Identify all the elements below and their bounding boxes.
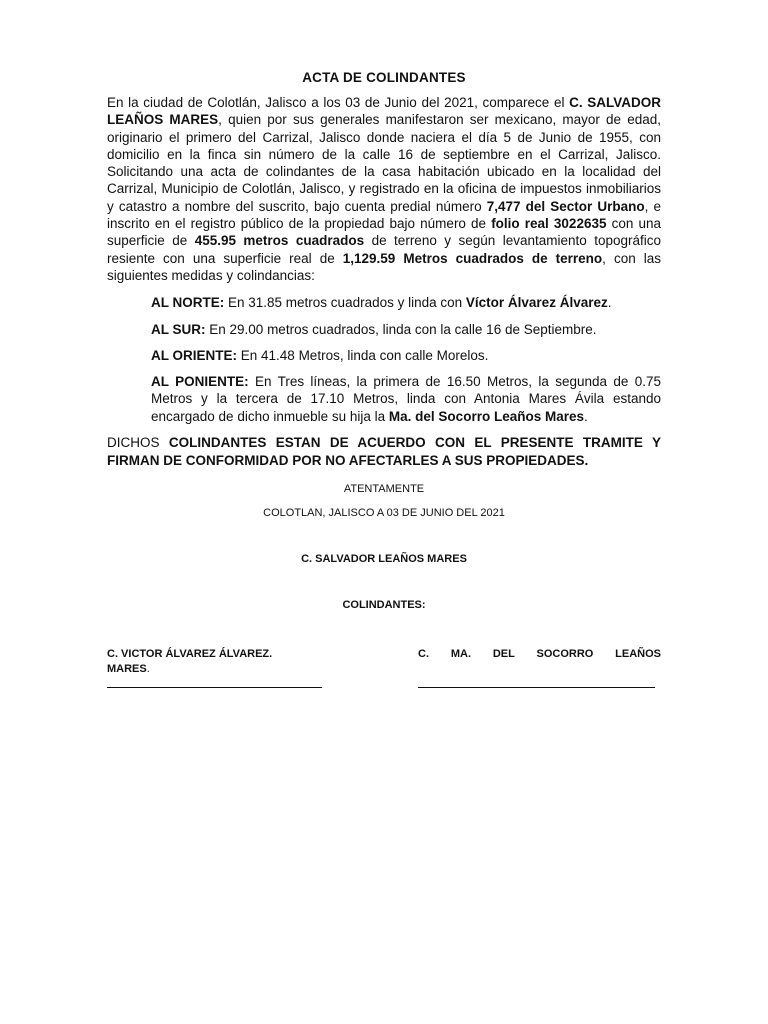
intro-text-2: , quien por sus generales manifestaron ser mexicano, mayor de edad, originario el primero del Carrizal, Jalisco donde naciera el día 5 de Junio de 1955, con domicilio en la finca sin número de la calle 16 de septiembre en el Carrizal, Jalisco. Solicitando una acta de colindantes de la casa habitación ubicado en la localidad del Carrizal, Municipio de Colotlán, Jalisco, y registrado en la oficina de impuestos inmobiliarios y catastro a nombre del suscrito, bajo cuenta predial número — [107, 112, 661, 214]
closing-plain: DICHOS — [107, 435, 169, 451]
boundary-west-end: . — [583, 408, 588, 424]
closing-bold: COLINDANTES ESTAN DE ACUERDO CON EL PRESENTE TRAMITE Y FIRMAN DE CONFORMIDAD POR NO AFECTARLES A SUS PROPIEDADES. — [107, 435, 661, 468]
boundary-north-end: . — [607, 295, 612, 311]
signature-left-line2 — [107, 662, 322, 677]
signature-left-line2-text: MARES — [107, 663, 147, 676]
boundary-south-label: AL SUR: — [151, 321, 206, 337]
signature-line-left — [107, 687, 322, 688]
intro-text-4: con una superficie de — [107, 216, 661, 249]
intro-text-6: , con las siguientes medidas y colindancias: — [107, 250, 661, 283]
boundary-north — [151, 294, 661, 311]
signature-line-right — [418, 687, 655, 688]
boundaries-list — [151, 294, 661, 425]
atentamente-label: ATENTAMENTE — [343, 483, 425, 496]
boundary-west — [151, 373, 661, 425]
boundary-north-neighbor: Víctor Álvarez Álvarez — [465, 295, 608, 311]
intro-text-3: , e inscrito en el registro público de la propiedad bajo número de — [107, 198, 661, 232]
signature-right-name: C. MA. DEL SOCORRO LEAÑOS — [418, 648, 661, 661]
signature-left-line2-end: . — [146, 663, 150, 676]
boundary-north-text: En 31.85 metros cuadrados y linda con — [224, 295, 466, 311]
colindantes-heading: COLINDANTES: — [342, 599, 426, 612]
boundary-north-label: AL NORTE: — [151, 295, 225, 311]
boundary-south — [151, 321, 661, 338]
boundary-west-label: AL PONIENTE: — [151, 374, 249, 390]
boundary-south-text: En 29.00 metros cuadrados, linda con la calle 16 de Septiembre. — [205, 321, 597, 337]
intro-name: C. SALVADOR LEAÑOS MARES — [107, 95, 661, 128]
intro-text-5: de terreno y según levantamiento topográfico resiente con una superficie real de — [107, 233, 661, 266]
boundary-west-neighbor: Ma. del Socorro Leaños Mares — [388, 408, 584, 424]
intro-paragraph — [107, 94, 661, 284]
place-date: COLOTLAN, JALISCO A 03 DE JUNIO DEL 2021 — [263, 507, 505, 520]
intro-surface: 455.95 metros cuadrados — [194, 233, 365, 249]
signer-name: C. SALVADOR LEAÑOS MARES — [301, 553, 467, 566]
boundary-east — [151, 347, 661, 364]
boundary-east-label: AL ORIENTE: — [151, 347, 238, 363]
boundary-west-text: En Tres líneas, la primera de 16.50 Metros, la segunda de 0.75 Metros y la tercera de 17.10 Metros, linda con Antonia Mares Ávila estando encargado de dicho inmueble su hija la — [151, 374, 661, 424]
intro-folio: folio real 3022635 — [491, 216, 607, 232]
document-title: ACTA DE COLINDANTES — [302, 70, 466, 85]
signature-row — [107, 647, 661, 707]
intro-text-1: En la ciudad de Colotlán, Jalisco a los 03 de Junio del 2021, comparece el — [107, 95, 570, 110]
intro-account: 7,477 del Sector Urbano — [486, 198, 645, 214]
closing-statement — [107, 434, 661, 469]
intro-real-surface: 1,129.59 Metros cuadrados de terreno — [342, 250, 603, 266]
document-page — [107, 70, 661, 707]
boundary-east-text: En 41.48 Metros, linda con calle Morelos. — [237, 347, 489, 363]
signature-left-line1: C. VICTOR ÁLVAREZ ÁLVAREZ. — [107, 648, 273, 661]
signature-left-name — [107, 647, 322, 677]
